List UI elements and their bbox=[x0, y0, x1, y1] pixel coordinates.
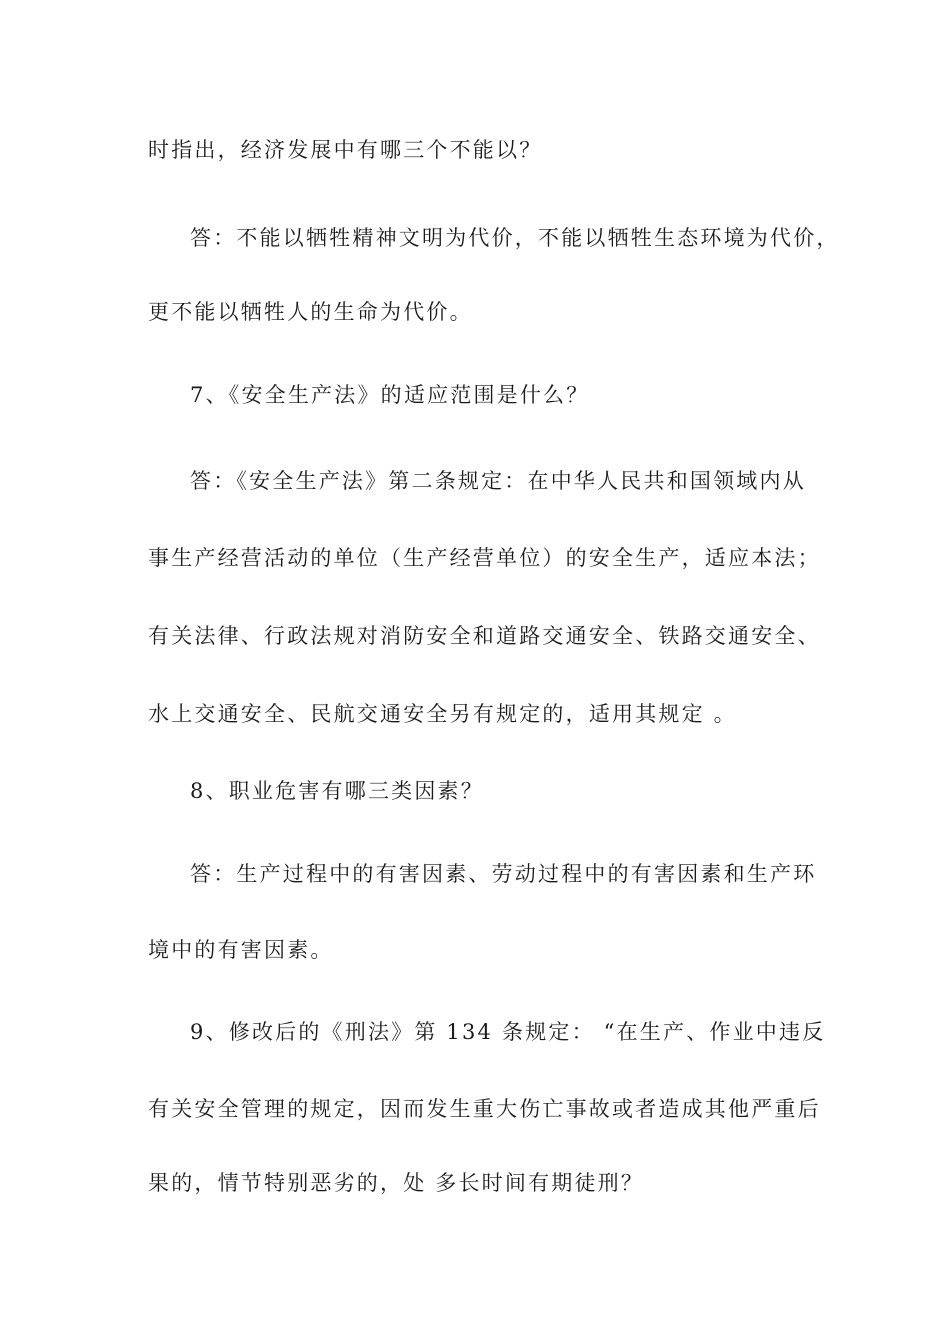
text-line: 水上交通安全、民航交通安全另有规定的，适用其规定 。 bbox=[148, 702, 737, 726]
answer-line: 答：《安全生产法》第二条规定：在中华人民共和国领域内从 bbox=[190, 469, 806, 493]
question-8: 8、职业危害有哪三类因素？ bbox=[190, 779, 484, 803]
answer-line: 答：不能以牺牲精神文明为代价，不能以牺牲生态环境为代价， bbox=[190, 226, 840, 250]
question-7: 7、《安全生产法》的适应范围是什么？ bbox=[190, 383, 590, 407]
text-line: 事生产经营活动的单位（生产经营单位）的安全生产，适应本法； bbox=[148, 546, 821, 570]
text-line: 时指出，经济发展中有哪三个不能以？ bbox=[148, 138, 543, 162]
answer-line: 答：生产过程中的有害因素、劳动过程中的有害因素和生产环 bbox=[190, 862, 817, 886]
text-line: 有关安全管理的规定，因而发生重大伤亡事故或者造成其他严重后 bbox=[148, 1097, 821, 1121]
text-line: 果的，情节特别恶劣的，处 多长时间有期徒刑？ bbox=[148, 1171, 645, 1195]
question-9: 9、修改后的《刑法》第 134 条规定： “在生产、作业中违反 bbox=[190, 1020, 826, 1044]
text-line: 更不能以牺牲人的生命为代价。 bbox=[148, 300, 473, 324]
text-line: 有关法律、行政法规对消防安全和道路交通安全、铁路交通安全、 bbox=[148, 624, 821, 648]
text-line: 境中的有害因素。 bbox=[148, 938, 334, 962]
